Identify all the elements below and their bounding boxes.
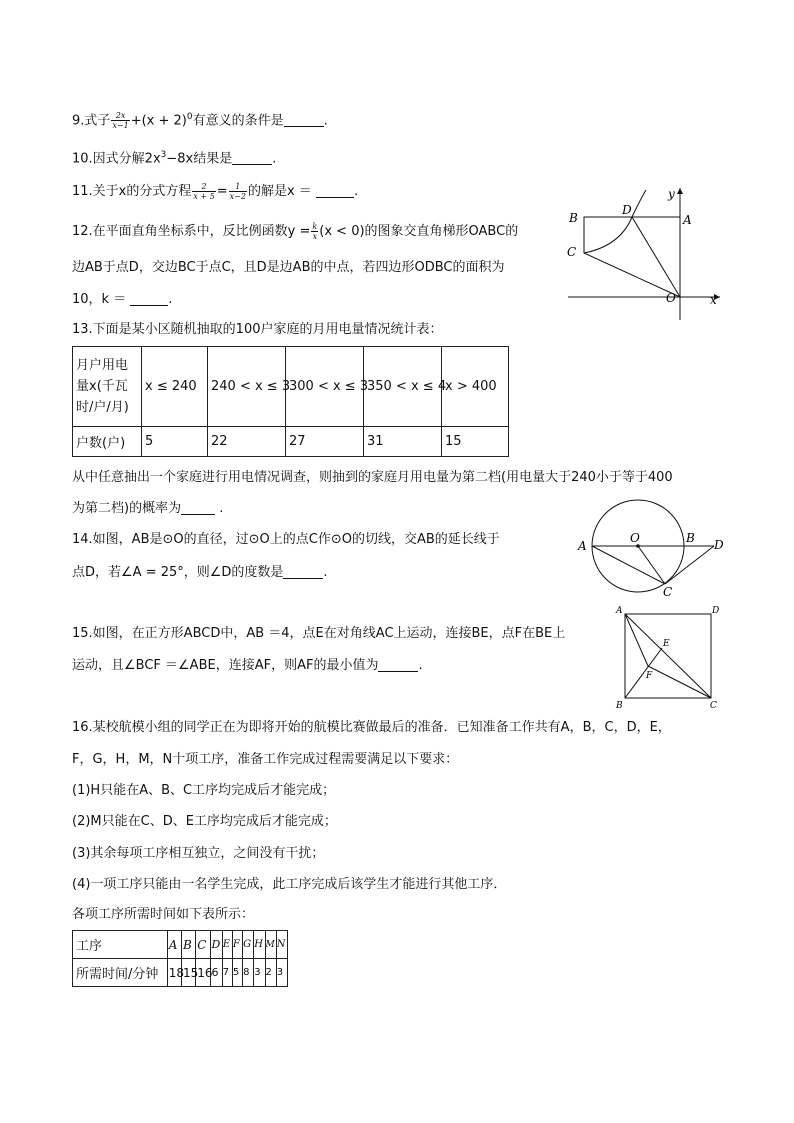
question-16-line-1: 16.某校航模小组的同学正在为即将开始的航模比赛做最后的准备．已知准备工作共有A，B，C，D，E， [72,720,671,735]
table-row [73,959,288,987]
label-d: D [714,538,724,552]
label-b: B [616,701,623,711]
count-cell: 5 [142,427,208,457]
q10-text: 10.因式分解2x [72,151,161,167]
requirement-4: (4)一项工序只能由一名学生完成，此工序完成后该学生才能进行其他工序． [72,877,507,892]
electricity-usage-table [72,346,509,457]
table-row [73,931,288,959]
segment-od [632,217,680,297]
segment-cf [648,666,711,698]
usage-header-cell: 月户用电 量x(千瓦 时/户/月) [73,347,142,427]
label-b: B [569,211,578,225]
process-cell: D [210,931,222,959]
label-a: A [578,539,587,553]
label-c: C [710,701,717,711]
question-15-line-1: 15.如图，在正方形ABCD中，AB ＝4，点E在对角线AC上运动，连接BE，点F在BE上 [72,626,566,641]
question-9: 9.式子 $\frac{2x}{x-1}$ $+(x + 2)^0$有意义的条件是 . [72,111,328,131]
trapezoid-oabc [584,217,680,297]
label-d: D [622,203,632,217]
time-cell: 2 [265,959,276,987]
label-c: C [663,585,673,599]
chord-ac [592,546,665,584]
q15-figure [610,600,730,710]
table-row [73,347,509,427]
process-cell: M [265,931,276,959]
question-14-line-1: 14.如图，AB是⊙O的直径，过⊙O上的点C作⊙O的切线，交AB的延长线于 [72,532,500,547]
label-c: C [567,245,577,259]
time-cell: 16 [196,959,210,987]
hyperbola-curve [584,190,646,253]
range-cell: 300 < x ≤ 3 [286,347,364,427]
range-cell: x > 400 [442,347,509,427]
count-cell: 31 [364,427,442,457]
time-cell: 15 [182,959,196,987]
process-cell: F [232,931,242,959]
range-cell: 350 < x ≤ 4 [364,347,442,427]
table-intro: 各项工序所需时间如下表所示： [72,907,255,922]
process-cell: H [254,931,265,959]
process-cell: E [222,931,232,959]
time-cell: 7 [222,959,232,987]
process-cell: C [196,931,210,959]
table-row [73,427,509,457]
process-cell: N [276,931,287,959]
label-x: x [710,293,717,307]
label-a: A [683,213,692,227]
q11-fraction-right: $\frac{1}{x-2}$ [229,182,246,201]
q12-fraction: $\frac{k}{x}$ [312,222,318,241]
process-cell: B [182,931,196,959]
label-d: D [712,606,720,616]
q9-fraction: $\frac{2x}{x-1}$ [112,111,129,131]
time-label-cell: 所需时间/分钟 [73,959,168,987]
question-13-line-1: 从中任意抽出一个家庭进行用电情况调查，则抽到的家庭月用电量为第二档(用电量大于240小于等于400 [72,470,673,485]
time-cell: 3 [254,959,265,987]
requirement-1: (1)H只能在A、B、C工序均完成后才能完成； [72,783,336,798]
time-cell: 3 [276,959,287,987]
time-cell: 6 [210,959,222,987]
question-16-line-2: F，G，H，M，N十项工序，准备工作完成过程需要满足以下要求： [72,752,459,767]
question-12-line-3: 10，k ＝ . [72,292,173,307]
diagonal-ac [625,614,711,698]
label-a: A [616,606,623,616]
count-cell: 22 [208,427,286,457]
question-13-intro: 13.下面是某小区随机抽取的100户家庭的月用电量情况统计表： [72,322,443,337]
tangent-cd [665,546,714,584]
question-12-line-2: 边AB于点D，交边BC于点C，且D是边AB的中点，若四边形ODBC的面积为 [72,260,505,275]
count-cell: 27 [286,427,364,457]
process-cell: A [167,931,181,959]
q14-figure [570,492,740,602]
range-cell: x ≤ 240 [142,347,208,427]
answer-blank-15[interactable] [378,657,418,672]
label-f: F [646,671,653,681]
count-cell: 15 [442,427,509,457]
question-14-line-2: 点D，若∠A = 25°，则∠D的度数是 . [72,565,328,580]
requirement-2: (2)M只能在C、D、E工序均完成后才能完成； [72,814,337,829]
answer-blank-10[interactable] [232,150,272,165]
answer-blank-12[interactable] [130,291,168,306]
q11-fraction-left: $\frac{2}{x + 5}$ [193,182,215,201]
answer-blank-14[interactable] [283,564,323,579]
question-11: 11.关于x的分式方程 $\frac{2}{x + 5}$ = $\frac{1}{x-2}$ 的解是x ＝ . [72,182,359,201]
segment-af [625,614,648,666]
range-cell: 240 < x ≤ 3 [208,347,286,427]
answer-blank-13[interactable] [181,500,215,515]
question-12-line-1: 12.在平面直角坐标系中，反比例函数y = $\frac{k}{x}$ (x < 0)的图象交直角梯形OABC的 [72,222,519,241]
radius-oc [638,546,665,584]
q9-text: 9.式子 [72,113,111,129]
label-e: E [663,639,670,649]
answer-blank-11[interactable] [316,183,354,198]
time-cell: 18 [167,959,181,987]
q12-figure [560,180,730,325]
process-time-table [72,930,288,987]
process-label-cell: 工序 [73,931,168,959]
requirement-3: (3)其余每项工序相互独立，之间没有干扰； [72,846,325,861]
question-10: 10.因式分解$2x^3-8x$结果是 . [72,150,277,167]
label-o: O [666,291,676,305]
question-13-line-2: 为第二档)的概率为 . [72,501,224,516]
question-15-line-2: 运动，且∠BCF ＝∠ABE，连接AF，则AF的最小值为 . [72,658,423,673]
label-o: O [630,531,640,545]
label-b: B [686,531,695,545]
time-cell: 5 [232,959,242,987]
time-cell: 8 [243,959,254,987]
process-cell: G [243,931,254,959]
count-label-cell: 户数(户) [73,427,142,457]
label-y: y [668,187,675,201]
answer-blank-9[interactable] [284,112,324,127]
q9-expression: +(x + 2) [130,113,187,129]
q11-text: 11.关于x的分式方程 [72,184,192,199]
